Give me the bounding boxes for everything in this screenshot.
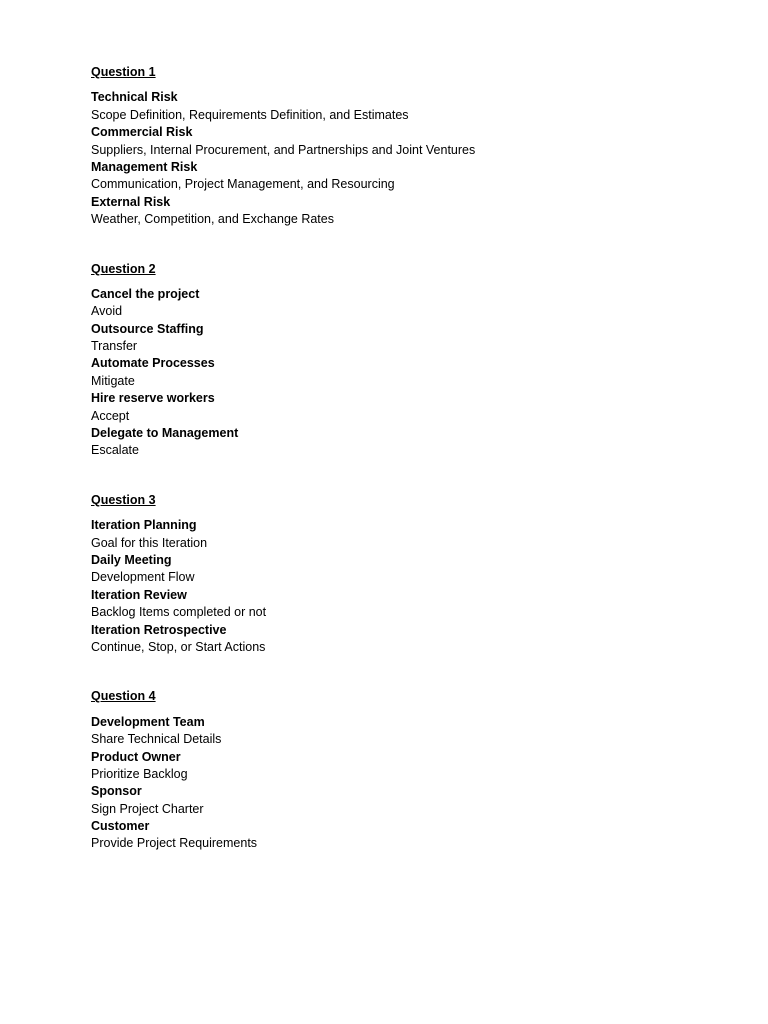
question-4-item [91, 818, 731, 853]
item-label: Iteration Review [91, 587, 187, 602]
item-value: Accept [91, 408, 130, 423]
item-label: Sponsor [91, 784, 142, 799]
question-3-item [91, 552, 731, 587]
question-3-title: Question 3 [91, 492, 156, 507]
question-1-item [91, 159, 731, 194]
item-value: Provide Project Requirements [91, 836, 258, 851]
item-label: Automate Processes [91, 356, 215, 371]
question-3-section [91, 492, 731, 657]
question-2-title: Question 2 [91, 261, 156, 276]
question-4-item [91, 714, 731, 749]
item-label: Iteration Retrospective [91, 622, 227, 637]
question-4-section [91, 688, 731, 853]
question-3-item [91, 517, 731, 552]
item-value: Escalate [91, 443, 139, 458]
item-label: Daily Meeting [91, 552, 172, 567]
question-3-item [91, 622, 731, 657]
item-value: Share Technical Details [91, 732, 222, 747]
item-label: Development Team [91, 714, 205, 729]
item-label: Management Risk [91, 159, 198, 174]
question-2-item [91, 286, 731, 321]
item-value: Continue, Stop, or Start Actions [91, 639, 266, 654]
item-label: Outsource Staffing [91, 321, 204, 336]
item-label: Customer [91, 819, 150, 834]
item-value: Goal for this Iteration [91, 535, 208, 550]
question-1-section [91, 64, 731, 229]
document-page [91, 64, 731, 885]
item-label: Hire reserve workers [91, 391, 215, 406]
item-value: Weather, Competition, and Exchange Rates [91, 212, 334, 227]
question-1-title: Question 1 [91, 65, 156, 79]
item-value: Avoid [91, 304, 123, 319]
question-3-item [91, 587, 731, 622]
question-2-item [91, 425, 731, 460]
question-1-item [91, 89, 731, 124]
question-2-item [91, 355, 731, 390]
item-label: External Risk [91, 194, 171, 209]
item-label: Product Owner [91, 749, 181, 764]
item-value: Backlog Items completed or not [91, 605, 267, 620]
question-2-section [91, 261, 731, 460]
item-value: Communication, Project Management, and Resourcing [91, 177, 395, 192]
item-label: Delegate to Management [91, 426, 239, 441]
item-value: Development Flow [91, 570, 195, 585]
item-label: Commercial Risk [91, 125, 193, 140]
question-4-item [91, 783, 731, 818]
item-value: Suppliers, Internal Procurement, and Partnerships and Joint Ventures [91, 142, 476, 157]
question-1-item [91, 124, 731, 159]
item-value: Mitigate [91, 373, 135, 388]
question-2-item [91, 390, 731, 425]
item-value: Transfer [91, 339, 138, 354]
question-4-item [91, 749, 731, 784]
question-2-item [91, 321, 731, 356]
item-value: Sign Project Charter [91, 801, 204, 816]
item-label: Iteration Planning [91, 518, 197, 533]
item-value: Prioritize Backlog [91, 766, 188, 781]
question-1-item [91, 194, 731, 229]
question-4-title: Question 4 [91, 689, 156, 704]
item-value: Scope Definition, Requirements Definition, and Estimates [91, 107, 409, 122]
item-label: Technical Risk [91, 90, 178, 105]
item-label: Cancel the project [91, 286, 200, 301]
